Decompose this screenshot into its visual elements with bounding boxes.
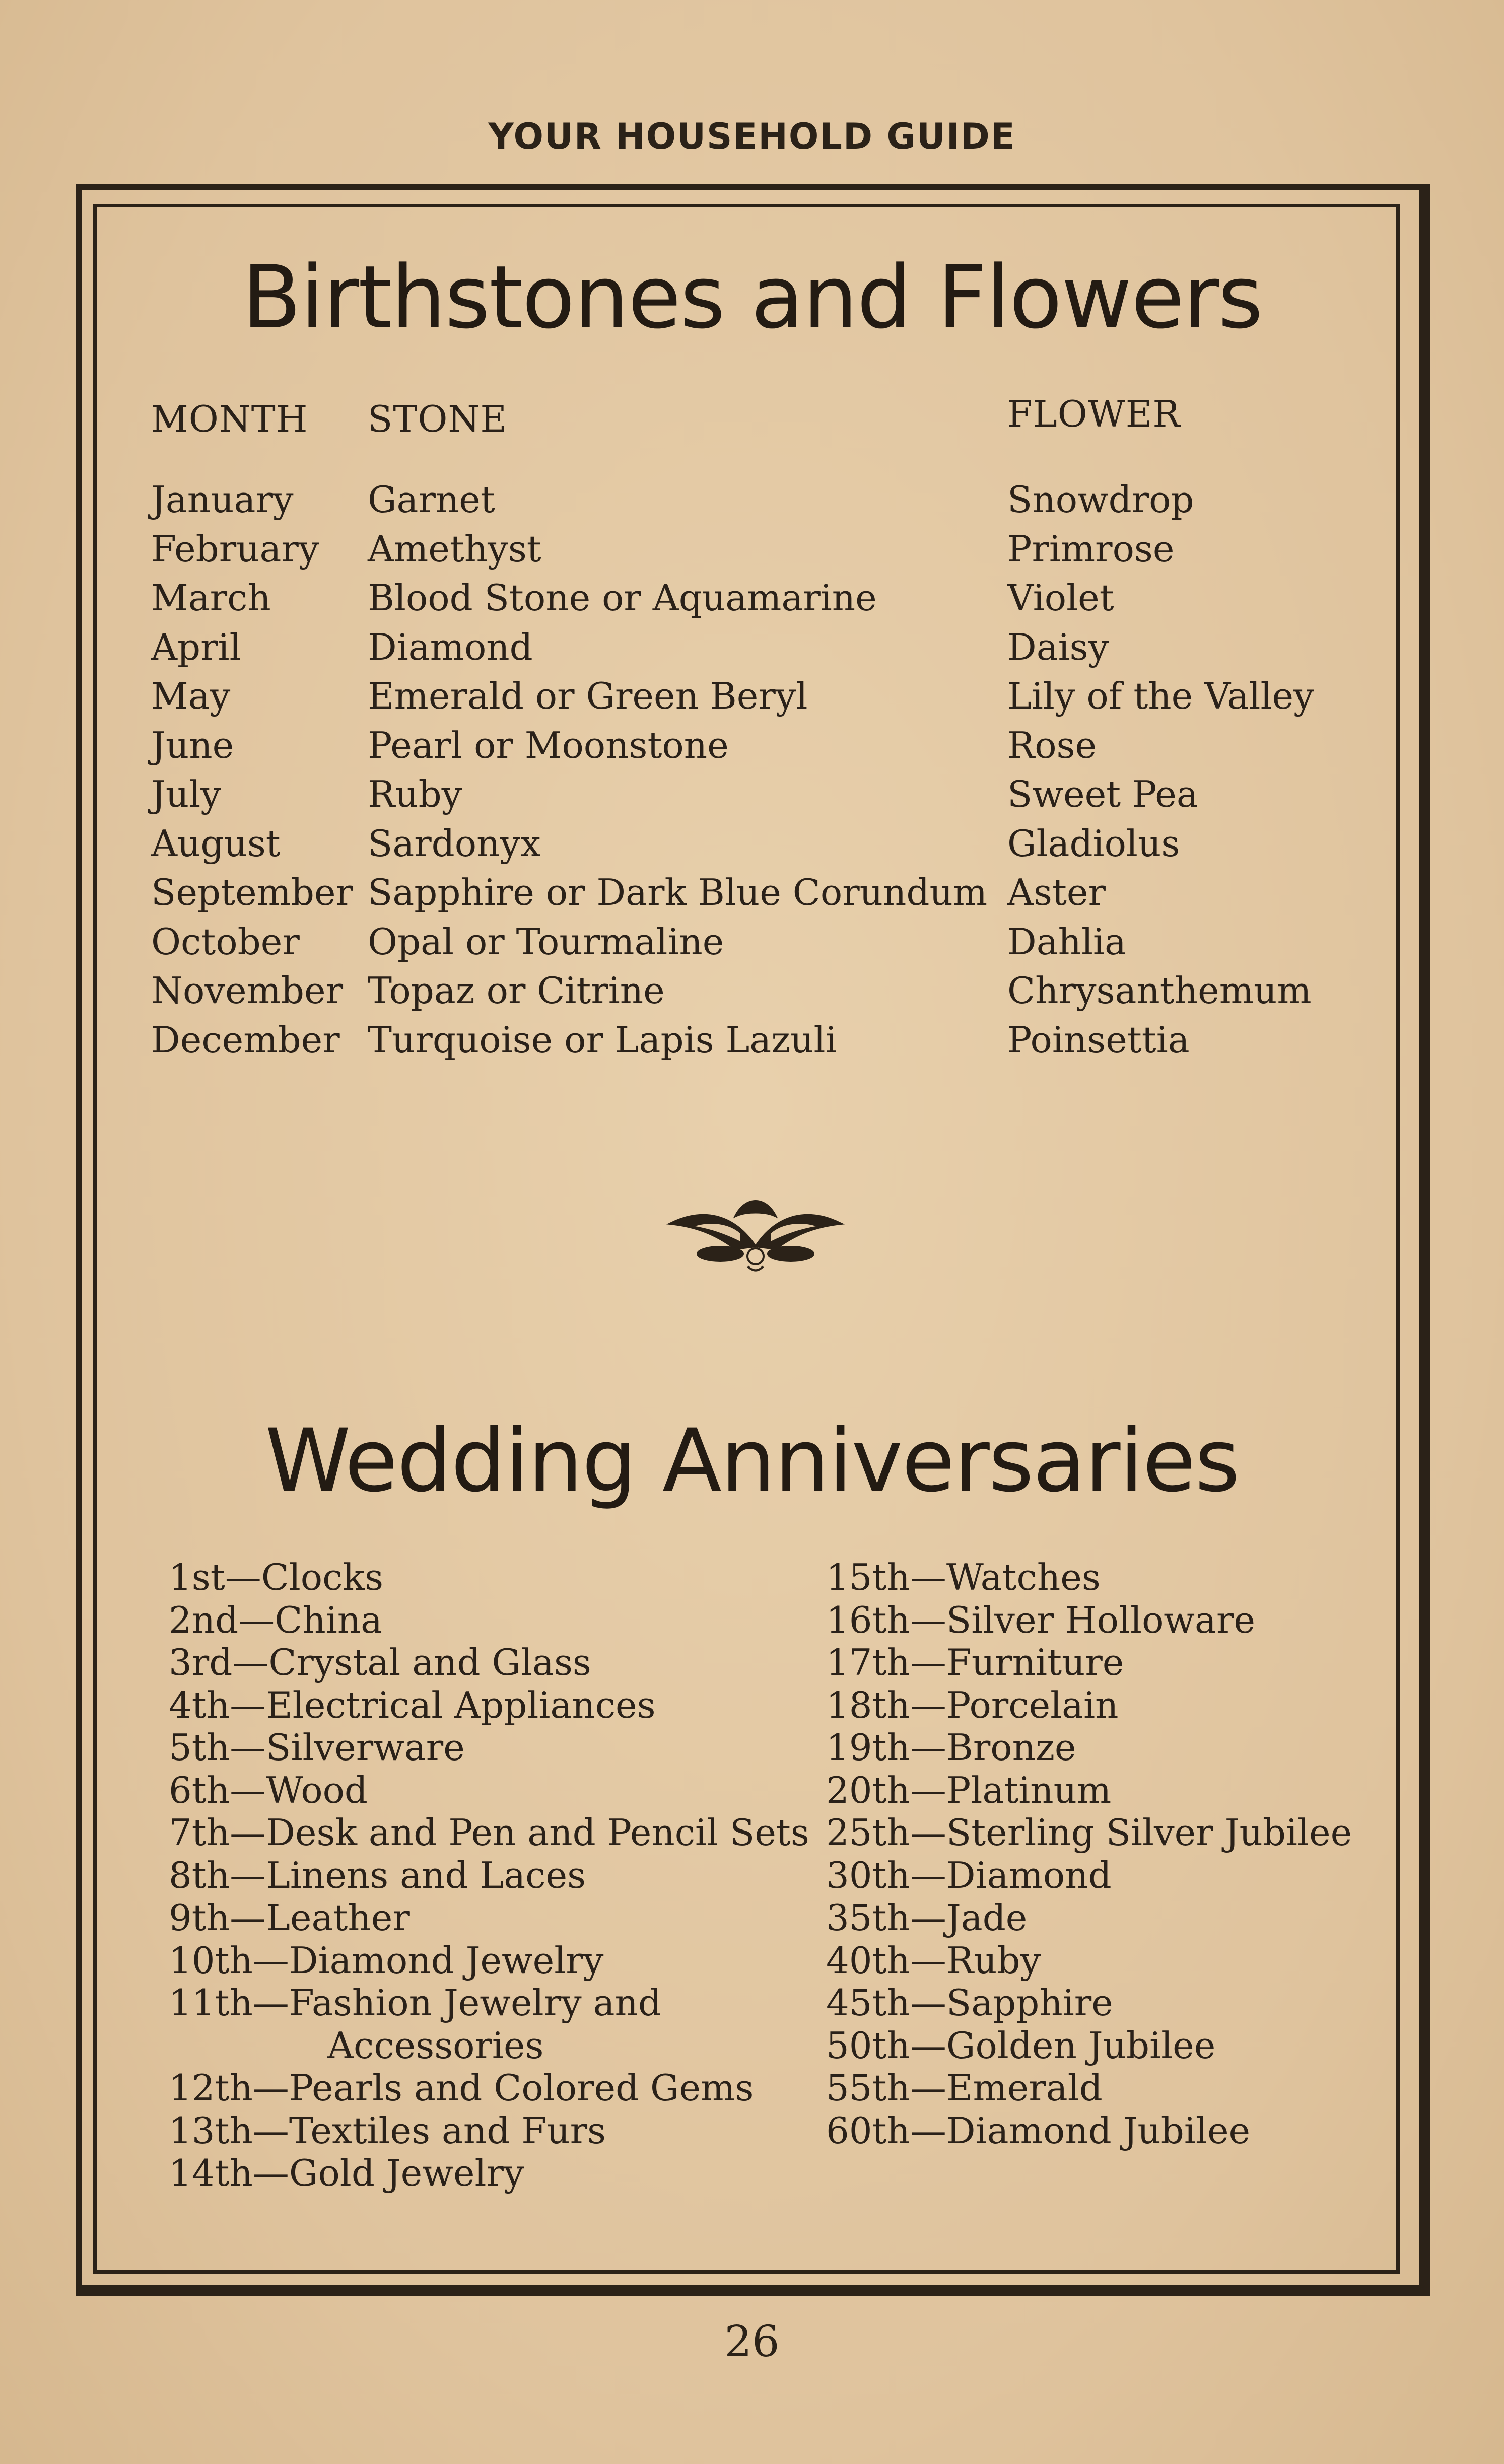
column-header-stone: STONE: [368, 398, 507, 440]
flower-cell: Violet: [1007, 577, 1114, 619]
anniversaries-left-column: [169, 1556, 809, 2195]
table-row: [151, 724, 1360, 773]
table-row: [151, 773, 1360, 822]
anniversary-item: 12th—Pearls and Colored Gems: [169, 2067, 754, 2109]
stone-cell: Turquoise or Lapis Lazuli: [368, 1018, 837, 1061]
month-cell: October: [151, 920, 300, 963]
flower-cell: Gladiolus: [1007, 822, 1180, 865]
birthstones-table: [151, 478, 1360, 1068]
anniversary-item: 2nd—China: [169, 1598, 383, 1641]
anniversary-item: 1st—Clocks: [169, 1556, 384, 1598]
anniversary-item: 4th—Electrical Appliances: [169, 1683, 656, 1726]
anniversary-item: 55th—Emerald: [826, 2067, 1103, 2109]
anniversary-item: 8th—Linens and Laces: [169, 1854, 586, 1896]
running-header: YOUR HOUSEHOLD GUIDE: [488, 116, 1016, 157]
column-header-flower: FLOWER: [1007, 393, 1181, 435]
flower-cell: Daisy: [1007, 625, 1109, 668]
flower-cell: Primrose: [1007, 527, 1175, 570]
stone-cell: Garnet: [368, 478, 495, 521]
anniversary-item: 20th—Platinum: [826, 1769, 1112, 1811]
table-row: [151, 871, 1360, 921]
flower-cell: Rose: [1007, 724, 1097, 766]
anniversary-item: 14th—Gold Jewelry: [169, 2152, 524, 2194]
anniversaries-title: Wedding Anniversaries: [265, 1410, 1239, 1511]
anniversary-item: 15th—Watches: [826, 1556, 1101, 1598]
anniversaries-right-column: [826, 1556, 1352, 2152]
month-cell: March: [151, 577, 271, 619]
stone-cell: Sardonyx: [368, 822, 541, 865]
anniversary-item: 13th—Textiles and Furs: [169, 2109, 606, 2152]
anniversary-item: 50th—Golden Jubilee: [826, 2024, 1216, 2067]
stone-cell: Opal or Tourmaline: [368, 920, 724, 963]
flower-cell: Lily of the Valley: [1007, 675, 1314, 717]
table-row: [151, 528, 1360, 577]
anniversary-item: 7th—Desk and Pen and Pencil Sets: [169, 1811, 809, 1854]
stone-cell: Pearl or Moonstone: [368, 724, 729, 766]
anniversary-item: 30th—Diamond: [826, 1854, 1112, 1896]
stone-cell: Blood Stone or Aquamarine: [368, 577, 877, 619]
month-cell: July: [151, 773, 221, 815]
anniversary-item: 60th—Diamond Jubilee: [826, 2109, 1251, 2152]
stone-cell: Ruby: [368, 773, 462, 815]
table-row: [151, 969, 1360, 1019]
anniversary-item: 5th—Silverware: [169, 1726, 465, 1769]
anniversary-item: 25th—Sterling Silver Jubilee: [826, 1811, 1352, 1854]
month-cell: May: [151, 675, 231, 717]
month-cell: February: [151, 527, 319, 570]
table-row: [151, 626, 1360, 675]
month-cell: January: [151, 478, 294, 521]
month-cell: December: [151, 1018, 340, 1061]
month-cell: August: [151, 822, 281, 865]
month-cell: September: [151, 871, 353, 913]
anniversary-item: 3rd—Crystal and Glass: [169, 1641, 591, 1683]
table-row: [151, 675, 1360, 724]
month-cell: June: [151, 724, 234, 766]
stone-cell: Topaz or Citrine: [368, 969, 665, 1012]
table-row: [151, 577, 1360, 626]
anniversary-item: 35th—Jade: [826, 1896, 1028, 1939]
flower-cell: Poinsettia: [1007, 1018, 1190, 1061]
flower-cell: Sweet Pea: [1007, 773, 1198, 815]
table-row: [151, 822, 1360, 872]
table-row: [151, 921, 1360, 970]
flower-cell: Chrysanthemum: [1007, 969, 1312, 1012]
flower-cell: Aster: [1007, 871, 1106, 913]
anniversary-item: 11th—Fashion Jewelry and: [169, 1982, 661, 2024]
anniversary-item: 17th—Furniture: [826, 1641, 1124, 1683]
month-cell: November: [151, 969, 344, 1012]
floral-ornament-icon: [660, 1186, 851, 1277]
table-row: [151, 1019, 1360, 1068]
anniversary-item: 9th—Leather: [169, 1896, 410, 1939]
anniversary-item: 19th—Bronze: [826, 1726, 1076, 1769]
page-number: 26: [724, 2316, 780, 2367]
stone-cell: Diamond: [368, 625, 533, 668]
column-header-month: MONTH: [151, 398, 308, 440]
anniversary-item: 18th—Porcelain: [826, 1683, 1119, 1726]
flower-cell: Dahlia: [1007, 920, 1127, 963]
anniversary-item: 45th—Sapphire: [826, 1982, 1113, 2024]
anniversary-item: Accessories: [327, 2024, 544, 2067]
table-row: [151, 478, 1360, 528]
stone-cell: Amethyst: [368, 527, 541, 570]
anniversary-item: 16th—Silver Holloware: [826, 1598, 1256, 1641]
flower-cell: Snowdrop: [1007, 478, 1194, 521]
stone-cell: Sapphire or Dark Blue Corundum: [368, 871, 988, 913]
anniversary-item: 10th—Diamond Jewelry: [169, 1939, 604, 1982]
month-cell: April: [151, 625, 241, 668]
birthstones-title: Birthstones and Flowers: [242, 247, 1262, 348]
anniversary-item: 40th—Ruby: [826, 1939, 1041, 1982]
anniversary-item: 6th—Wood: [169, 1769, 368, 1811]
stone-cell: Emerald or Green Beryl: [368, 675, 808, 717]
